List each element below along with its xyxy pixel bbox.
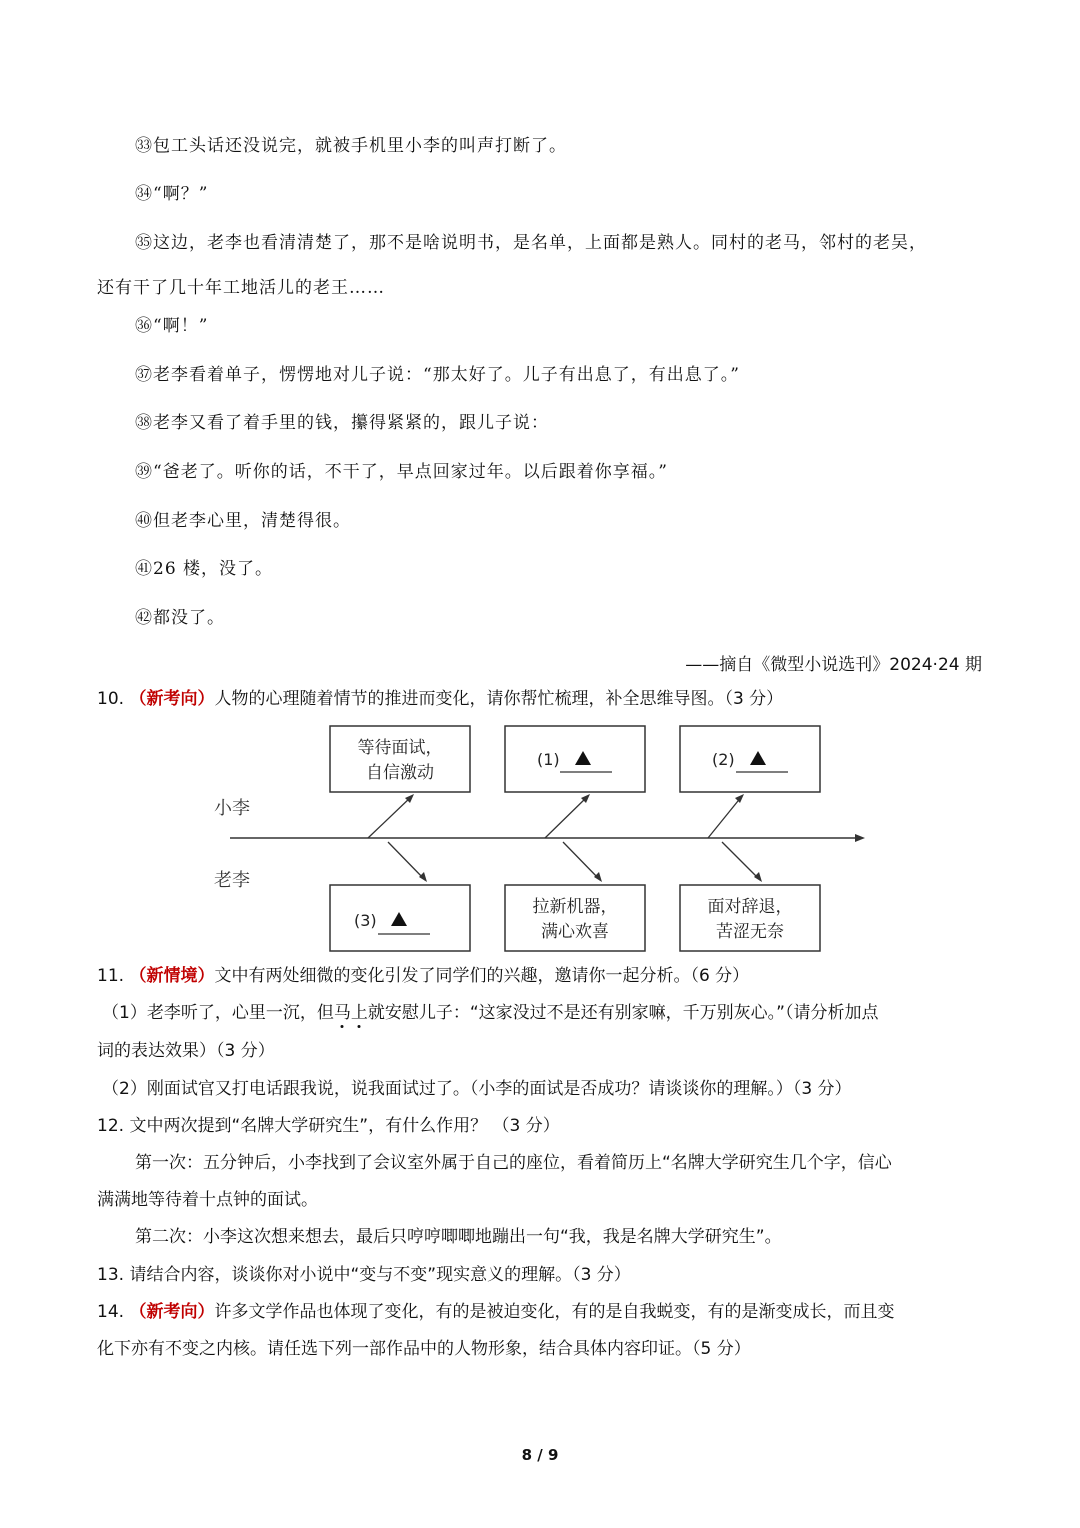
paragraph-37: ㊲老李看着单子，愣愣地对儿子说：“那太好了。儿子有出息了，有出息了。” — [135, 365, 740, 385]
story-source: ——摘自《微型小说选刊》2024·24 期 — [685, 655, 982, 675]
box-top-1-line1: 等待面试， — [357, 738, 443, 758]
dotted-char-1: 马 — [333, 1003, 351, 1023]
question-12: 12. 文中两次提到“名牌大学研究生”，有什么作用？ （3 分） — [97, 1116, 560, 1136]
box-top-3-label: (2) — [712, 750, 735, 769]
label-laoli: 老李 — [214, 870, 250, 891]
box-bottom-1-label: (3) — [354, 911, 377, 930]
paragraph-35: ㉟这边，老李也看清清楚了，那不是啥说明书，是名单，上面都是熟人。同村的老马，邻村的老吴， — [135, 233, 927, 253]
arrow-head-icon — [855, 834, 865, 842]
question-11-part-1-continued: 词的表达效果）（3 分） — [97, 1041, 275, 1061]
dotted-char-2: 上 — [350, 1003, 368, 1023]
question-11: 11. （新情境）文中有两处细微的变化引发了同学们的兴趣，邀请你一起分析。（6 分） — [97, 966, 750, 986]
paragraph-33: ㉝包工头话还没说完，就被手机里小李的叫声打断了。 — [135, 136, 567, 156]
box-bottom-2-line1: 拉新机器， — [532, 897, 618, 917]
box-top-3 — [680, 726, 820, 792]
page-number: 8 / 9 — [521, 1446, 559, 1464]
question-12-second: 第二次：小李这次想来想去，最后只哼哼唧唧地蹦出一句“我，我是名牌大学研究生”。 — [135, 1227, 782, 1247]
question-14-continued: 化下亦有不变之内核。请任选下列一部作品中的人物形象，结合具体内容印证。（5 分） — [97, 1339, 751, 1359]
question-14: 14. （新考向）许多文学作品也体现了变化，有的是被迫变化，有的是自我蜕变，有的是渐变成长，而且变 — [97, 1302, 895, 1322]
box-top-2 — [505, 726, 645, 792]
box-bottom-3-line2: 苦涩无奈 — [716, 922, 784, 942]
paragraph-40: ㊵但老李心里，清楚得很。 — [135, 511, 351, 531]
question-12-first-continued: 满满地等待着十点钟的面试。 — [97, 1190, 318, 1210]
question-11-part-2: （2）刚面试官又打电话跟我说，说我面试过了。（小李的面试是否成功？请谈谈你的理解。）（3 分） — [102, 1079, 852, 1099]
paragraph-35-continued: 还有干了几十年工地活儿的老王…… — [97, 278, 385, 298]
label-xiaoli: 小李 — [214, 798, 250, 819]
question-11-part-1: （1）老李听了，心里一沉，但马上就安慰儿子：“这家没过不是还有别家嘛，千万别灰心。”（请分析加点 — [102, 1003, 879, 1023]
box-top-1-line2: 自信激动 — [366, 763, 434, 783]
question-12-first: 第一次：五分钟后，小李找到了会议室外属于自己的座位，看着简历上“名牌大学研究生几个字，信心 — [135, 1153, 892, 1173]
paragraph-42: ㊷都没了。 — [135, 608, 225, 628]
paragraph-39: ㊴“爸老了。听你的话，不干了，早点回家过年。以后跟着你享福。” — [135, 462, 668, 482]
question-13: 13. 请结合内容，谈谈你对小说中“变与不变”现实意义的理解。（3 分） — [97, 1265, 631, 1285]
box-bottom-2-line2: 满心欢喜 — [541, 922, 609, 942]
paragraph-41: ㊶26 楼，没了。 — [135, 559, 274, 579]
box-top-2-label: (1) — [537, 750, 560, 769]
box-bottom-3-line1: 面对辞退， — [707, 897, 793, 917]
question-10: 10. （新考向）人物的心理随着情节的推进而变化，请你帮忙梳理，补全思维导图。（3 分） — [97, 689, 784, 709]
paragraph-38: ㊳老李又看了着手里的钱，攥得紧紧的，跟儿子说： — [135, 413, 549, 433]
paragraph-34: ㉞“啊？” — [135, 184, 209, 204]
fishbone-diagram — [200, 718, 880, 958]
paragraph-36: ㊱“啊！” — [135, 316, 209, 336]
